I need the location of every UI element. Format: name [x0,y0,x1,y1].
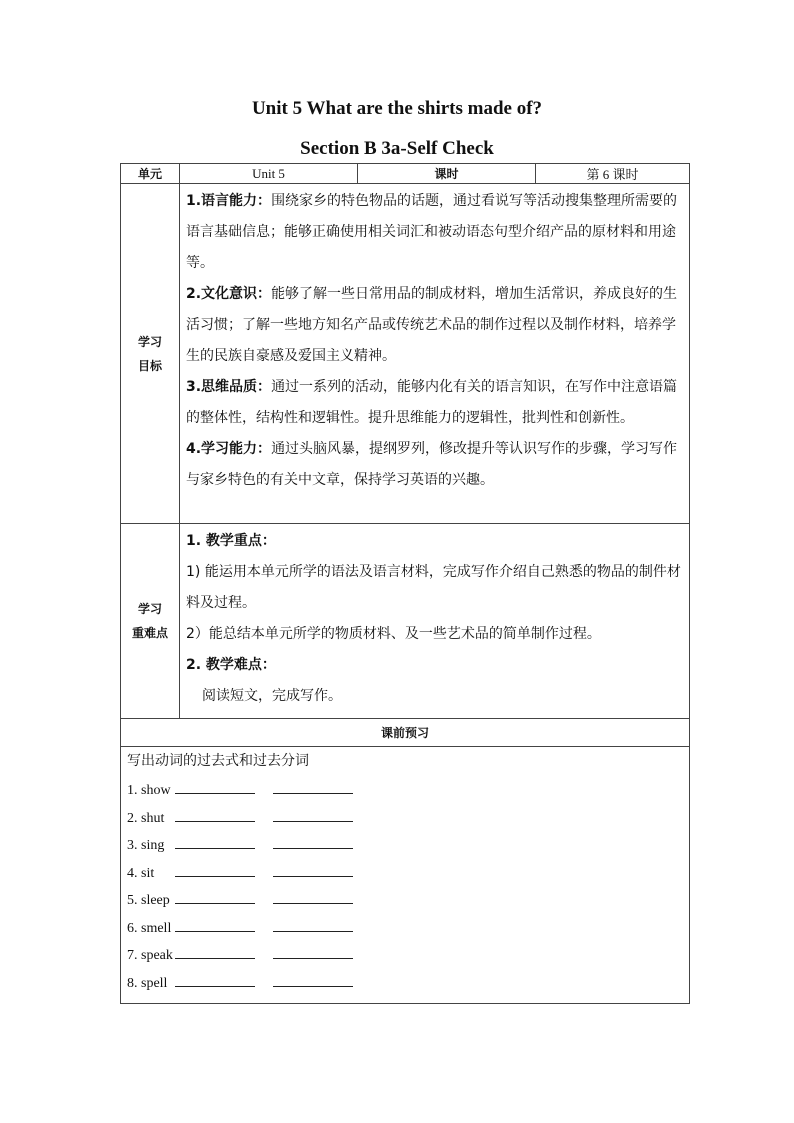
goals-row [121,184,690,524]
document-title: Unit 5 What are the shirts made of? [251,98,543,119]
verb-item: 7. speak [127,942,683,970]
goal-item: 3.思维品质：通过一系列的活动，能够内化有关的语言知识，在写作中注意语篇的整体性，结构性和逻辑性。提升思维能力的逻辑性，批判性和创新性。 [186,379,678,426]
keypoints-label: 学习 重难点 [121,524,180,719]
past-tense-blank[interactable] [175,942,255,959]
past-participle-blank[interactable] [273,805,353,822]
preview-header-row [121,719,690,747]
past-participle-blank[interactable] [273,915,353,932]
past-tense-blank[interactable] [175,777,255,794]
unit-value: Unit 5 [180,164,358,184]
goals-label: 学习 目标 [121,184,180,524]
goal-item: 4.学习能力：通过头脑风暴，提纲罗列，修改提升等认识写作的步骤，学习写作与家乡特色的有关中文章，保持学习英语的兴趣。 [186,441,678,488]
unit-label: 单元 [121,164,180,184]
verb-item: 4. sit [127,860,683,888]
past-participle-blank[interactable] [273,970,353,987]
preview-content [121,747,690,1004]
verb-item: 6. smell [127,915,683,943]
header-row [121,164,690,184]
past-participle-blank[interactable] [273,777,353,794]
document-subtitle: Section B 3a-Self Check [300,138,494,159]
verb-item: 1. show [127,777,683,805]
past-participle-blank[interactable] [273,887,353,904]
preview-section-title: 课前预习 [121,719,690,747]
period-value: 第 6 课时 [536,164,690,184]
lesson-plan-table [120,163,690,1004]
preview-instruction: 写出动词的过去式和过去分词 [127,753,309,769]
focus-heading: 1. 教学重点： [186,533,276,549]
verb-item: 2. shut [127,805,683,833]
past-tense-blank[interactable] [175,915,255,932]
verb-item: 8. spell [127,970,683,998]
past-participle-blank[interactable] [273,942,353,959]
verb-item: 5. sleep [127,887,683,915]
goal-item: 2.文化意识：能够了解一些日常用品的制成材料，增加生活常识，养成良好的生活习惯；了解一些地方知名产品或传统艺术品的制作过程以及制作材料，培养学生的民族自豪感及爱国主义精神。 [186,286,678,364]
past-participle-blank[interactable] [273,832,353,849]
focus-item: 2）能总结本单元所学的物质材料、及一些艺术品的简单制作过程。 [186,626,601,642]
keypoints-row [121,524,690,719]
goal-item: 1.语言能力：围绕家乡的特色物品的话题，通过看说写等活动搜集整理所需要的语言基础信息；能够正确使用相关词汇和被动语态句型介绍产品的原材料和用途等。 [186,193,678,271]
difficulty-heading: 2. 教学难点： [186,657,276,673]
keypoints-content [180,524,690,719]
goals-content [180,184,690,524]
difficulty-item: 阅读短文，完成写作。 [202,688,342,704]
focus-item: 1) 能运用本单元所学的语法及语言材料，完成写作介绍自己熟悉的物品的制件材料及过程。 [186,564,681,611]
past-tense-blank[interactable] [175,832,255,849]
past-tense-blank[interactable] [175,887,255,904]
preview-row [121,747,690,1004]
period-label: 课时 [358,164,536,184]
past-tense-blank[interactable] [175,860,255,877]
past-participle-blank[interactable] [273,860,353,877]
past-tense-blank[interactable] [175,970,255,987]
verb-item: 3. sing [127,832,683,860]
past-tense-blank[interactable] [175,805,255,822]
